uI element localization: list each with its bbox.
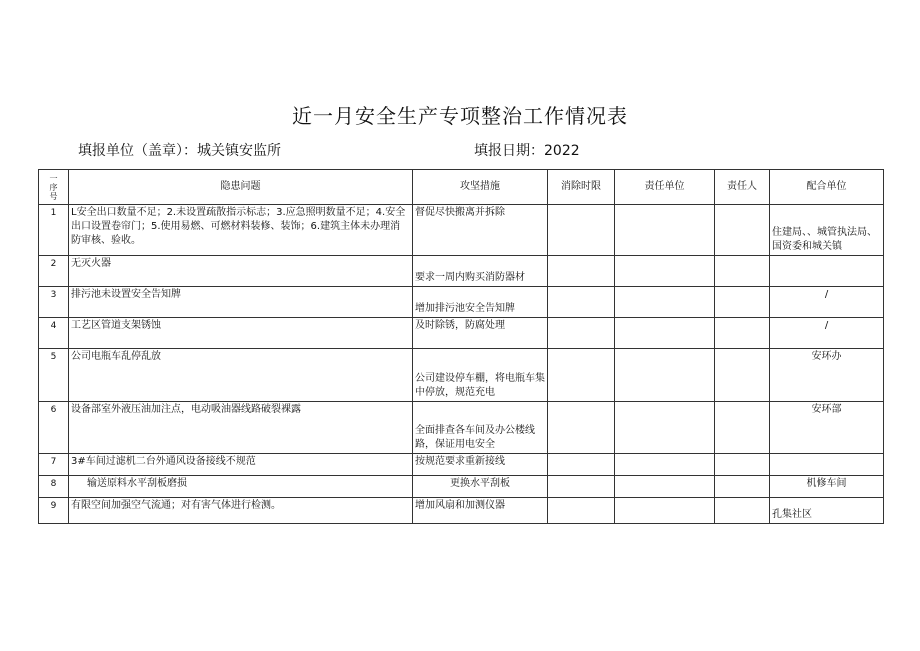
person-cell [715,402,770,454]
unit-cell [615,476,715,498]
header-measure: 攻坚措施 [413,170,548,205]
issue-cell: 无灭火器 [69,256,413,287]
deadline-cell [548,454,615,476]
person-cell [715,498,770,524]
coop-cell: / [770,318,884,349]
coop-cell: 安环部 [770,402,884,454]
coop-cell: 机修车间 [770,476,884,498]
table-row [39,287,884,318]
measure-cell: 全面排查各车间及办公楼线路，保证用电安全 [413,402,548,454]
header-responsible-person: 责任人 [715,170,770,205]
issue-cell: 输送原料水平刮板磨损 [69,476,413,498]
deadline-cell [548,498,615,524]
deadline-cell [548,476,615,498]
table-row [39,402,884,454]
measure-cell: 要求一周内购买消防器材 [413,256,548,287]
deadline-cell [548,318,615,349]
issue-cell: 有限空间加强空气流通；对有害气体进行检测。 [69,498,413,524]
row-number: 2 [39,256,69,287]
measure-cell: 及时除锈，防腐处理 [413,318,548,349]
issue-cell: 设备部室外液压油加注点，电动吸油器线路破裂裸露 [69,402,413,454]
table-row [39,256,884,287]
measure-cell: 按规范要求重新接线 [413,454,548,476]
reporting-date: 填报日期：2022 [474,143,580,159]
row-number: 5 [39,349,69,402]
issue-cell: 公司电瓶车乱停乱放 [69,349,413,402]
deadline-cell [548,256,615,287]
table-row [39,205,884,256]
header-issue: 隐患问题 [69,170,413,205]
coop-cell: / [770,287,884,318]
deadline-cell [548,349,615,402]
coop-cell [770,454,884,476]
row-number: 9 [39,498,69,524]
deadline-cell [548,402,615,454]
unit-cell [615,205,715,256]
header-responsible-unit: 责任单位 [615,170,715,205]
table-row [39,349,884,402]
person-cell [715,318,770,349]
table-row [39,454,884,476]
person-cell [715,256,770,287]
unit-cell [615,402,715,454]
person-cell [715,476,770,498]
measure-cell: 更换水平刮板 [413,476,548,498]
table-row [39,318,884,349]
person-cell [715,349,770,402]
issue-cell: 工艺区管道支架锈蚀 [69,318,413,349]
measure-cell: 督促尽快搬离并拆除 [413,205,548,256]
person-cell [715,287,770,318]
coop-cell: 安环办 [770,349,884,402]
coop-cell: 孔集社区 [770,498,884,524]
unit-cell [615,454,715,476]
header-deadline: 消除时限 [548,170,615,205]
person-cell [715,205,770,256]
coop-cell: 住建局、、城管执法局、国资委和城关镇 [770,205,884,256]
reporting-unit: 填报单位（盖章）：城关镇安监所 [78,143,281,159]
unit-cell [615,256,715,287]
rectification-table [38,169,884,524]
deadline-cell [548,205,615,256]
issue-cell: 3#车间过滤机二台外通风设备接线不规范 [69,454,413,476]
table-header-row [39,170,884,205]
measure-cell: 增加排污池安全告知牌 [413,287,548,318]
unit-cell [615,349,715,402]
row-number: 3 [39,287,69,318]
row-number: 4 [39,318,69,349]
page-title: 近一月安全生产专项整治工作情况表 [292,104,628,128]
row-number: 6 [39,402,69,454]
row-number: 8 [39,476,69,498]
row-number: 7 [39,454,69,476]
unit-cell [615,318,715,349]
issue-cell: 排污池未设置安全告知牌 [69,287,413,318]
header-cooperating-unit: 配合单位 [770,170,884,205]
issue-cell: L安全出口数量不足；2.未设置疏散指示标志；3.应急照明数量不足；4.安全出口设置卷帘门；5.使用易燃、可燃材料装修、装饰；6.建筑主体未办理消防审核、验收。 [69,205,413,256]
unit-cell [615,287,715,318]
measure-cell: 公司建设停车棚，将电瓶车集中停放，规范充电 [413,349,548,402]
unit-cell [615,498,715,524]
coop-cell [770,256,884,287]
deadline-cell [548,287,615,318]
table-row [39,476,884,498]
row-number: 1 [39,205,69,256]
table-row [39,498,884,524]
person-cell [715,454,770,476]
header-seq: 一 序 号 [39,170,69,205]
measure-cell: 增加风扇和加测仪器 [413,498,548,524]
